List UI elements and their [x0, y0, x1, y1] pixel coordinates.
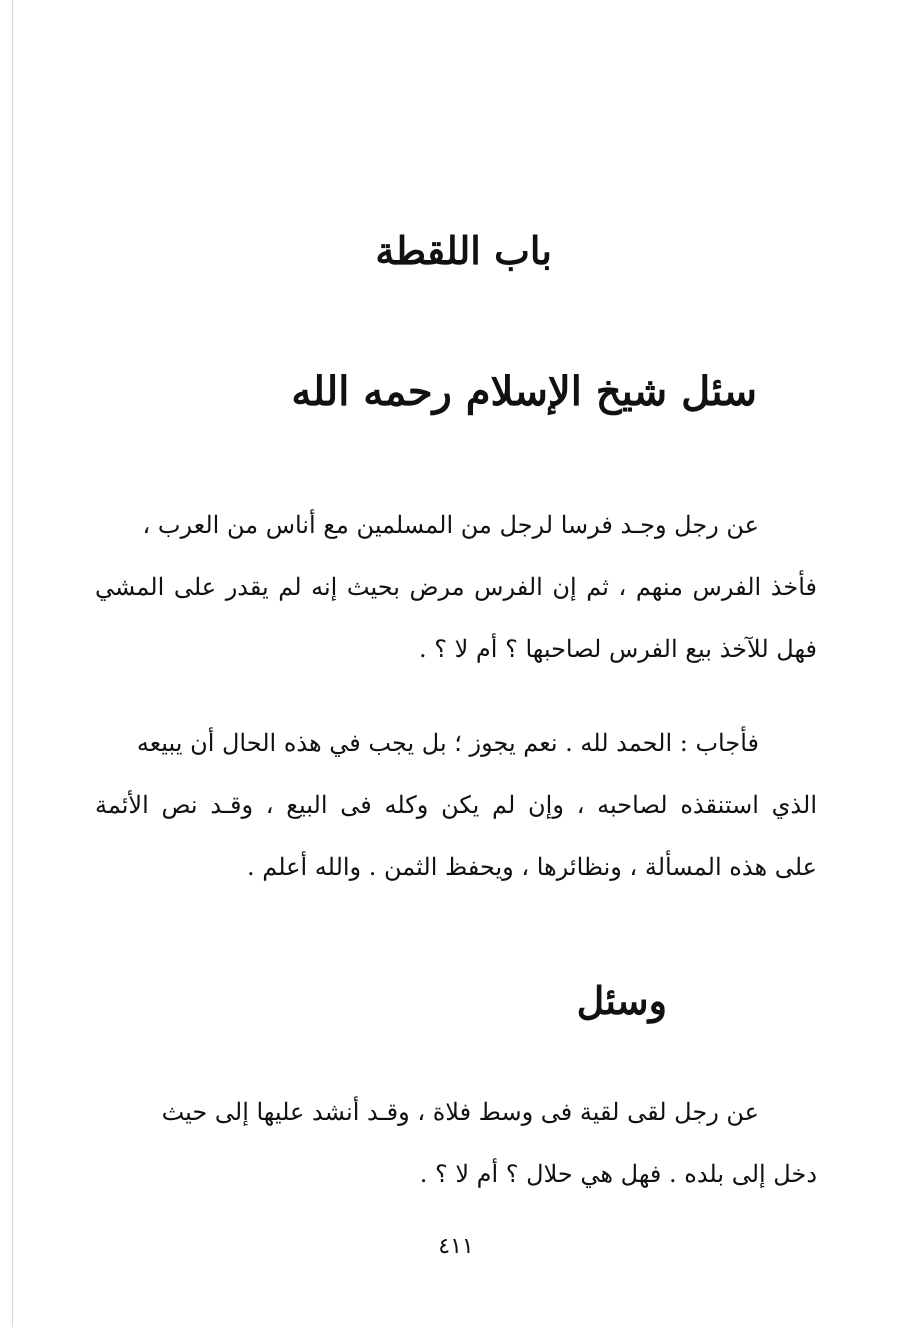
- question-line: دخل إلى بلده . فهل هي حلال ؟ أم لا ؟ .: [419, 1160, 817, 1188]
- chapter-title: باب اللقطة: [375, 228, 552, 273]
- question-line: عن رجل وجـد فرسا لرجل من المسلمين مع أناس من العرب ،: [142, 511, 759, 539]
- second-question-heading: وسئل: [576, 978, 667, 1023]
- answer-line: على هذه المسألة ، ونظائرها ، ويحفظ الثمن . والله أعلم .: [246, 853, 817, 881]
- answer-line: الذي استنقذه لصاحبه ، وإن لم يكن وكله فى البيع ، وقـد نص الأئمة: [95, 791, 817, 819]
- answer-paragraph: [95, 712, 817, 898]
- answer-line: فأجاب : الحمد لله . نعم يجوز ؛ بل يجب في هذه الحال أن يبيعه: [136, 729, 759, 757]
- page-number: ٤١١: [438, 1234, 474, 1259]
- page-binding-line: [12, 0, 13, 1327]
- question-line: فأخذ الفرس منهم ، ثم إن الفرس مرض بحيث إنه لم يقدر على المشي: [95, 573, 817, 601]
- question-line: فهل للآخذ بيع الفرس لصاحبها ؟ أم لا ؟ .: [418, 635, 817, 663]
- question-paragraph: [95, 494, 817, 680]
- book-page: [95, 0, 817, 1327]
- question-heading: سئل شيخ الإسلام رحمه الله: [291, 368, 757, 415]
- second-question-paragraph: [95, 1081, 817, 1205]
- question-line: عن رجل لقى لقية فى وسط فلاة ، وقـد أنشد عليها إلى حيث: [161, 1098, 759, 1126]
